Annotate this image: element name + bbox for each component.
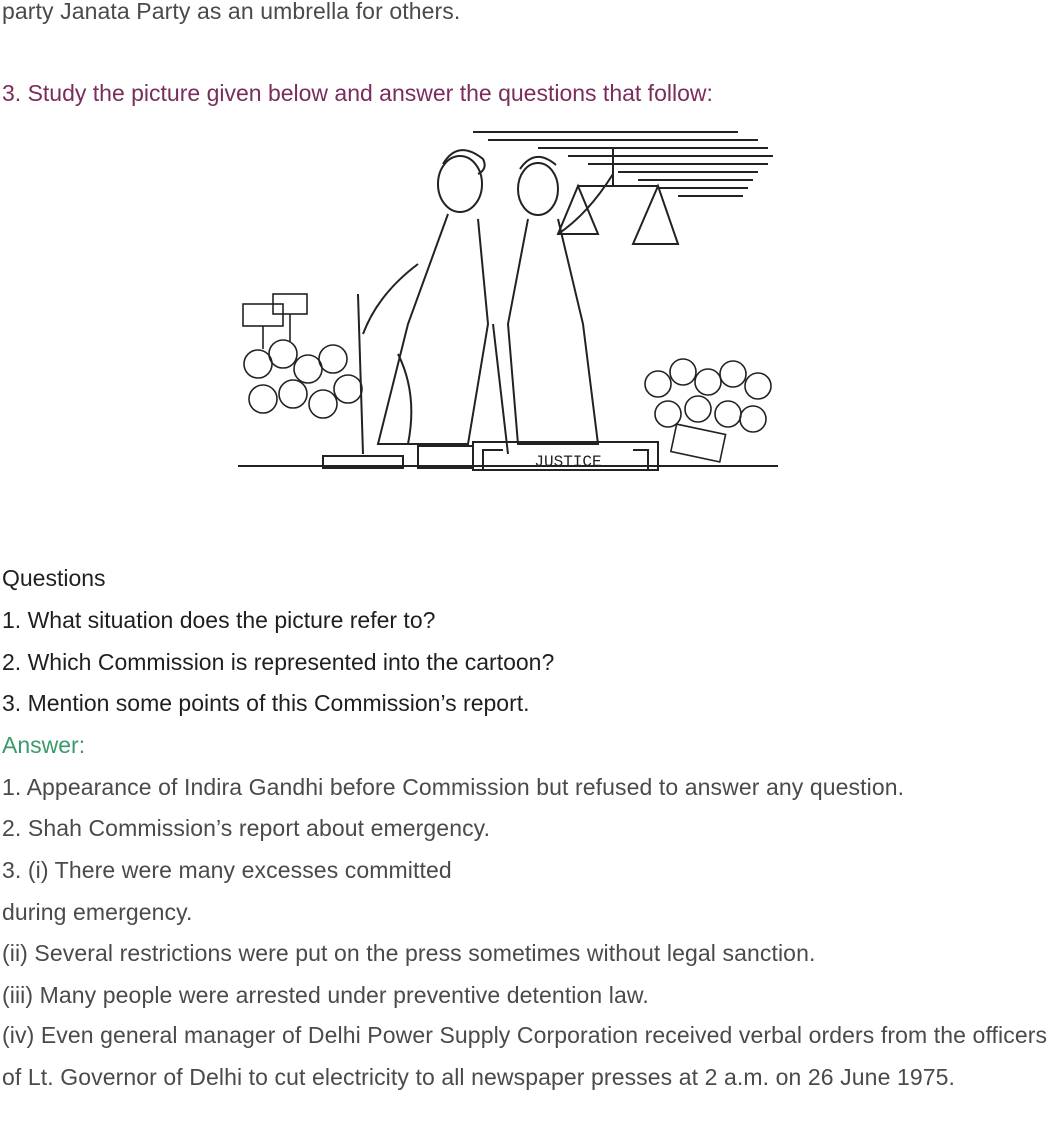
question-item: 1. What situation does the picture refer to?	[2, 607, 436, 633]
answer-line: (iii) Many people were arrested under preventive detention law.	[2, 982, 649, 1008]
justice-cartoon-image	[238, 124, 778, 474]
answer-line: (iv) Even general manager of Delhi Power Supply Corporation received verbal orders from the officers of Lt. Governor of Delhi to cut electricity to all newspaper presses at 2 a.m. on 26 June 1975.	[2, 1022, 1048, 1090]
left-crowd	[243, 294, 362, 418]
answer-line: during emergency.	[2, 899, 193, 925]
questions-title: Questions	[2, 565, 106, 591]
answer-line: 2. Shah Commission’s report about emergency.	[2, 815, 491, 841]
intro-tail-text: party Janata Party as an umbrella for others.	[2, 0, 461, 24]
justice-label: JUSTICE	[534, 453, 602, 471]
justice-figure	[493, 149, 678, 454]
answer-line: (ii) Several restrictions were put on the press sometimes without legal sanction.	[2, 940, 816, 966]
question-item: 2. Which Commission is represented into the cartoon?	[2, 649, 555, 675]
question-item: 3. Mention some points of this Commission’s report.	[2, 690, 530, 716]
answer-label: Answer:	[2, 732, 86, 758]
answer-line: 1. Appearance of Indira Gandhi before Commission but refused to answer any question.	[2, 774, 905, 800]
left-figure	[358, 150, 488, 454]
question-heading: 3. Study the picture given below and answer the questions that follow:	[2, 80, 713, 106]
answer-line: 3. (i) There were many excesses committed	[2, 857, 452, 883]
right-crowd	[645, 359, 771, 462]
